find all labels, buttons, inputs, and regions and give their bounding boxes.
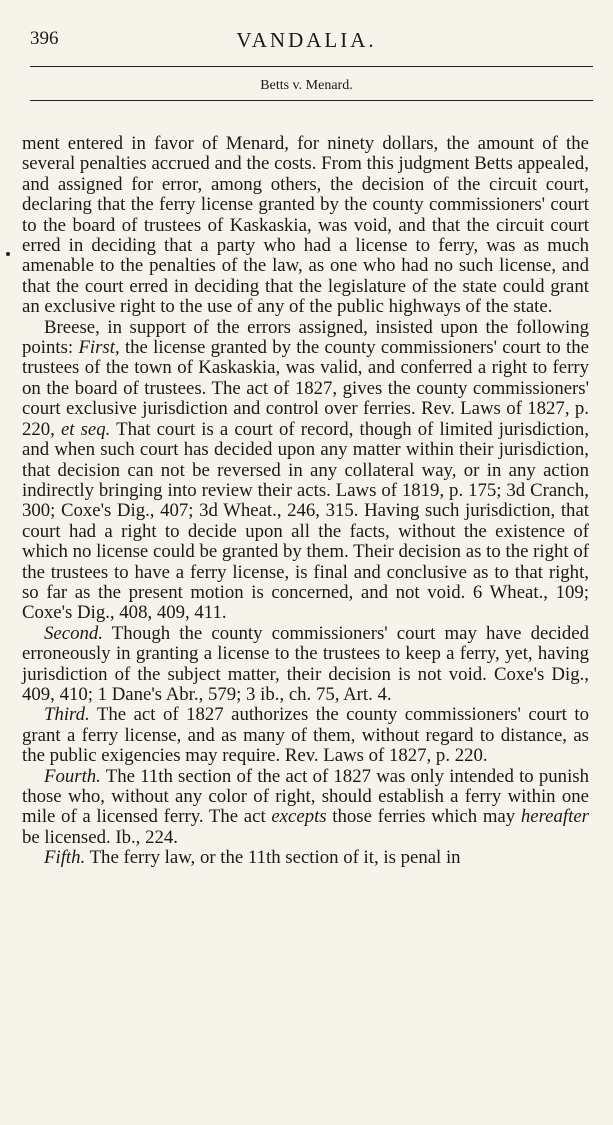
text-run: , the license granted by the county commissioners' court to the trustees of the town of Kaskaskia, was valid, and conferred a right to ferry on the board of trustees. The act of 1827, gives the county commissioners' court exclusive jurisdiction and control over ferries. Rev. Laws of 1827, p. 220, [22, 337, 589, 440]
italic-run: Third. [44, 704, 90, 726]
text-run: Breese, in support of the errors assigned, insisted upon the following points: [22, 316, 589, 359]
text-run: The act of 1827 authorizes the county commissioners' court to grant a ferry license, and as many of them, without regard to distance, as the public exigencies may require. Rev. Laws of 1827, p. 220. [22, 704, 589, 767]
paragraph-p6 [22, 848, 589, 868]
text-run: That court is a court of record, though of limited jurisdiction, and when such court has decided upon any matter within their jurisdiction, that decision can not be reversed in any collateral way, or in any action indirectly bringing into review their acts. Laws of 1819, p. 175; 3d Cranch, 300; Coxe's Dig., 407; 3d Wheat., 246, 315. Having such jurisdiction, that court had a right to decide upon all the facts, without the existence of which no license could be granted by them. Their decision as to the right of the trustees to have a ferry license, is final and conclusive as to that right, so far as the present motion is concerned, and not void. 6 Wheat., 109; Coxe's Dig., 408, 409, 411. [22, 418, 590, 624]
text-run: be licensed. Ib., 224. [22, 826, 178, 848]
paragraph-p1 [22, 134, 589, 318]
text-run: ment entered in favor of Menard, for ninety dollars, the amount of the several penalties accrued and the costs. From this judgment Betts appealed, and assigned for error, among others, the decision of the circuit court, declaring that the ferry license granted by the county commissioners' court to the board of trustees of Kaskaskia, was void, and that the circuit court erred in deciding that a party who had a license to ferry, was as much amenable to the penalties of the law, as one who had no such license, and that the court erred in deciding that the legislature of the state could grant an exclusive right to the use of any of the public highways of the state. [22, 133, 589, 318]
italic-run: First [78, 337, 115, 359]
text-run: The 11th section of the act of 1827 was only intended to punish those who, without any color of right, should establish a ferry within one mile of a licensed ferry. The act [22, 765, 589, 828]
case-title: Betts v. Menard. [260, 78, 353, 93]
italic-run: Fifth. [44, 847, 86, 869]
text-run: The ferry law, or the 11th section of it, is penal in [85, 847, 461, 869]
italic-run: Fourth. [44, 765, 101, 787]
paragraph-p5 [22, 767, 589, 849]
italic-run: Second. [44, 622, 103, 644]
paragraph-p4 [22, 705, 589, 766]
paragraph-p3 [22, 624, 589, 706]
italic-run: et seq. [60, 418, 111, 440]
header-rule-top [30, 66, 593, 67]
paragraph-p2 [22, 318, 589, 624]
margin-dot-mark [6, 252, 10, 256]
text-run: Though the county commissioners' court may have decided erroneously in granting a license to the trustees to keep a ferry, yet, having jurisdiction of the subject matter, their decision is not void. Coxe's Dig., 409, 410; 1 Dane's Abr., 579; 3 ib., ch. 75, Art. 4. [22, 622, 589, 705]
running-title: VANDALIA. [236, 28, 377, 52]
text-run: those ferries which may [326, 806, 521, 828]
header-rule-bottom [30, 100, 593, 101]
italic-run: excepts [271, 806, 327, 828]
page-header [0, 22, 613, 62]
italic-run: hereafter [520, 806, 589, 828]
page-number: 396 [30, 28, 59, 49]
body-text [22, 134, 589, 869]
